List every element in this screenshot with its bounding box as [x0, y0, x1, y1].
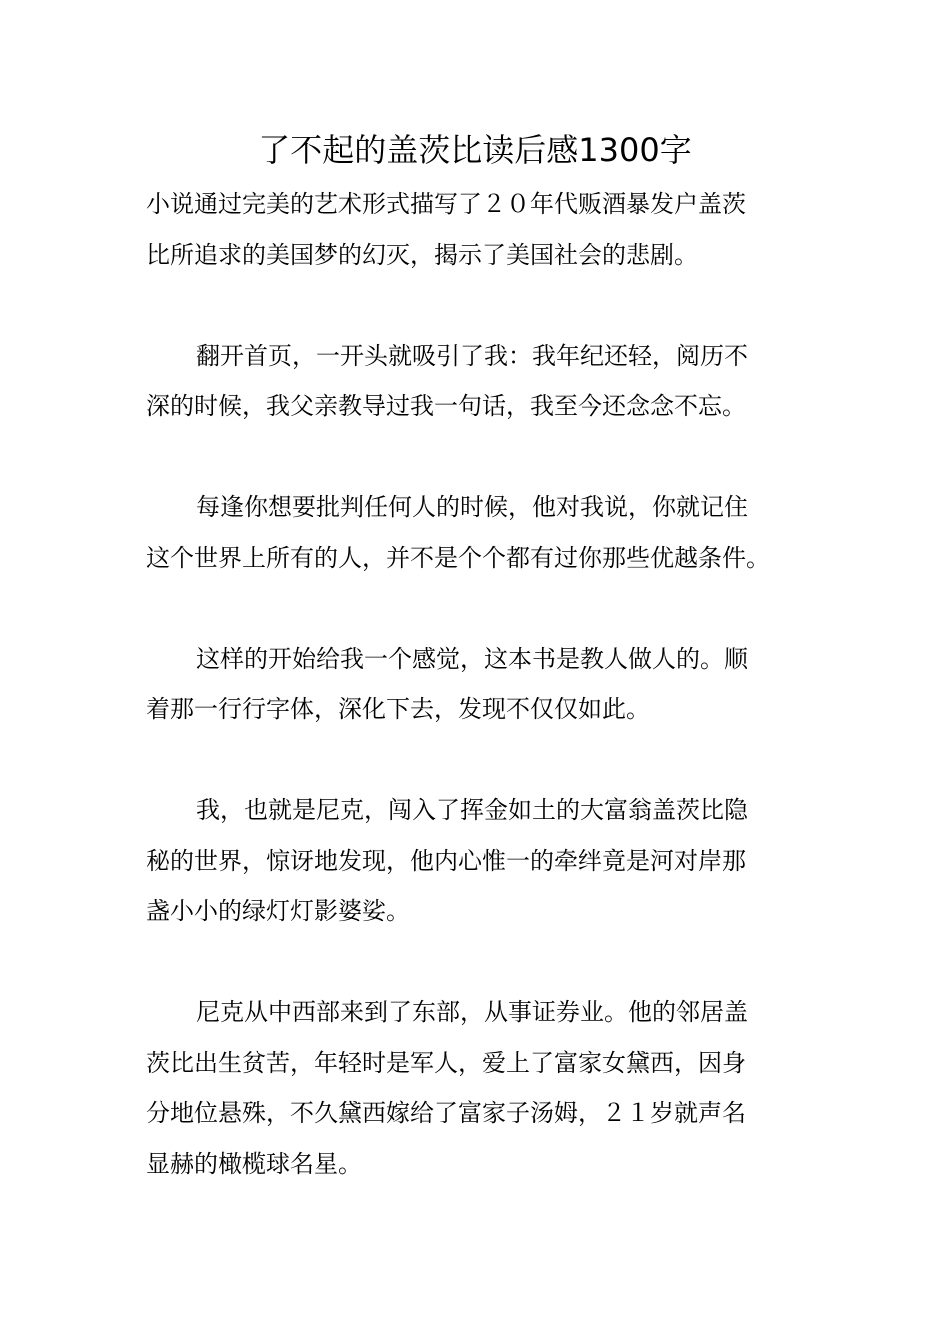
- document-title: 了不起的盖茨比读后感1300字: [258, 131, 692, 169]
- paragraph-line: 着那一行行字体，深化下去，发现不仅仅如此。: [146, 695, 650, 723]
- paragraph-line: 分地位悬殊，不久黛西嫁给了富家子汤姆，２１岁就声名: [146, 1099, 746, 1127]
- document-body: [146, 179, 806, 1189]
- paragraph-line: 翻开首页，一开头就吸引了我：我年纪还轻，阅历不: [196, 341, 748, 370]
- paragraph-gap: [146, 583, 806, 634]
- paragraph-line: 这个世界上所有的人，并不是个个都有过你那些优越条件。: [146, 543, 770, 572]
- paragraph-line: 深的时候，我父亲教导过我一句话，我至今还念念不忘。: [146, 392, 746, 420]
- paragraph-line: 我，也就是尼克，闯入了挥金如土的大富翁盖茨比隐: [196, 796, 748, 824]
- paragraph-line: 比所追求的美国梦的幻灭，揭示了美国社会的悲剧。: [146, 240, 698, 269]
- paragraph-gap: [146, 937, 806, 988]
- paragraph-line: 茨比出生贫苦，年轻时是军人，爱上了富家女黛西，因身: [146, 1048, 746, 1077]
- paragraph-line: 显赫的橄榄球名星。: [146, 1149, 362, 1178]
- paragraph-line: 盏小小的绿灯灯影婆娑。: [146, 897, 410, 925]
- paragraph-line: 秘的世界，惊讶地发现，他内心惟一的牵绊竟是河对岸那: [146, 846, 746, 875]
- paragraph-line: 尼克从中西部来到了东部，从事证券业。他的邻居盖: [196, 998, 748, 1026]
- paragraph-line: 小说通过完美的艺术形式描写了２０年代贩酒暴发户盖茨: [146, 190, 746, 218]
- paragraph-gap: [146, 280, 806, 331]
- paragraph-line: 这样的开始给我一个感觉，这本书是教人做人的。顺: [196, 644, 748, 673]
- paragraph-line: 每逢你想要批判任何人的时候，他对我说，你就记住: [196, 493, 748, 521]
- paragraph-gap: [146, 735, 806, 786]
- paragraph-gap: [146, 432, 806, 483]
